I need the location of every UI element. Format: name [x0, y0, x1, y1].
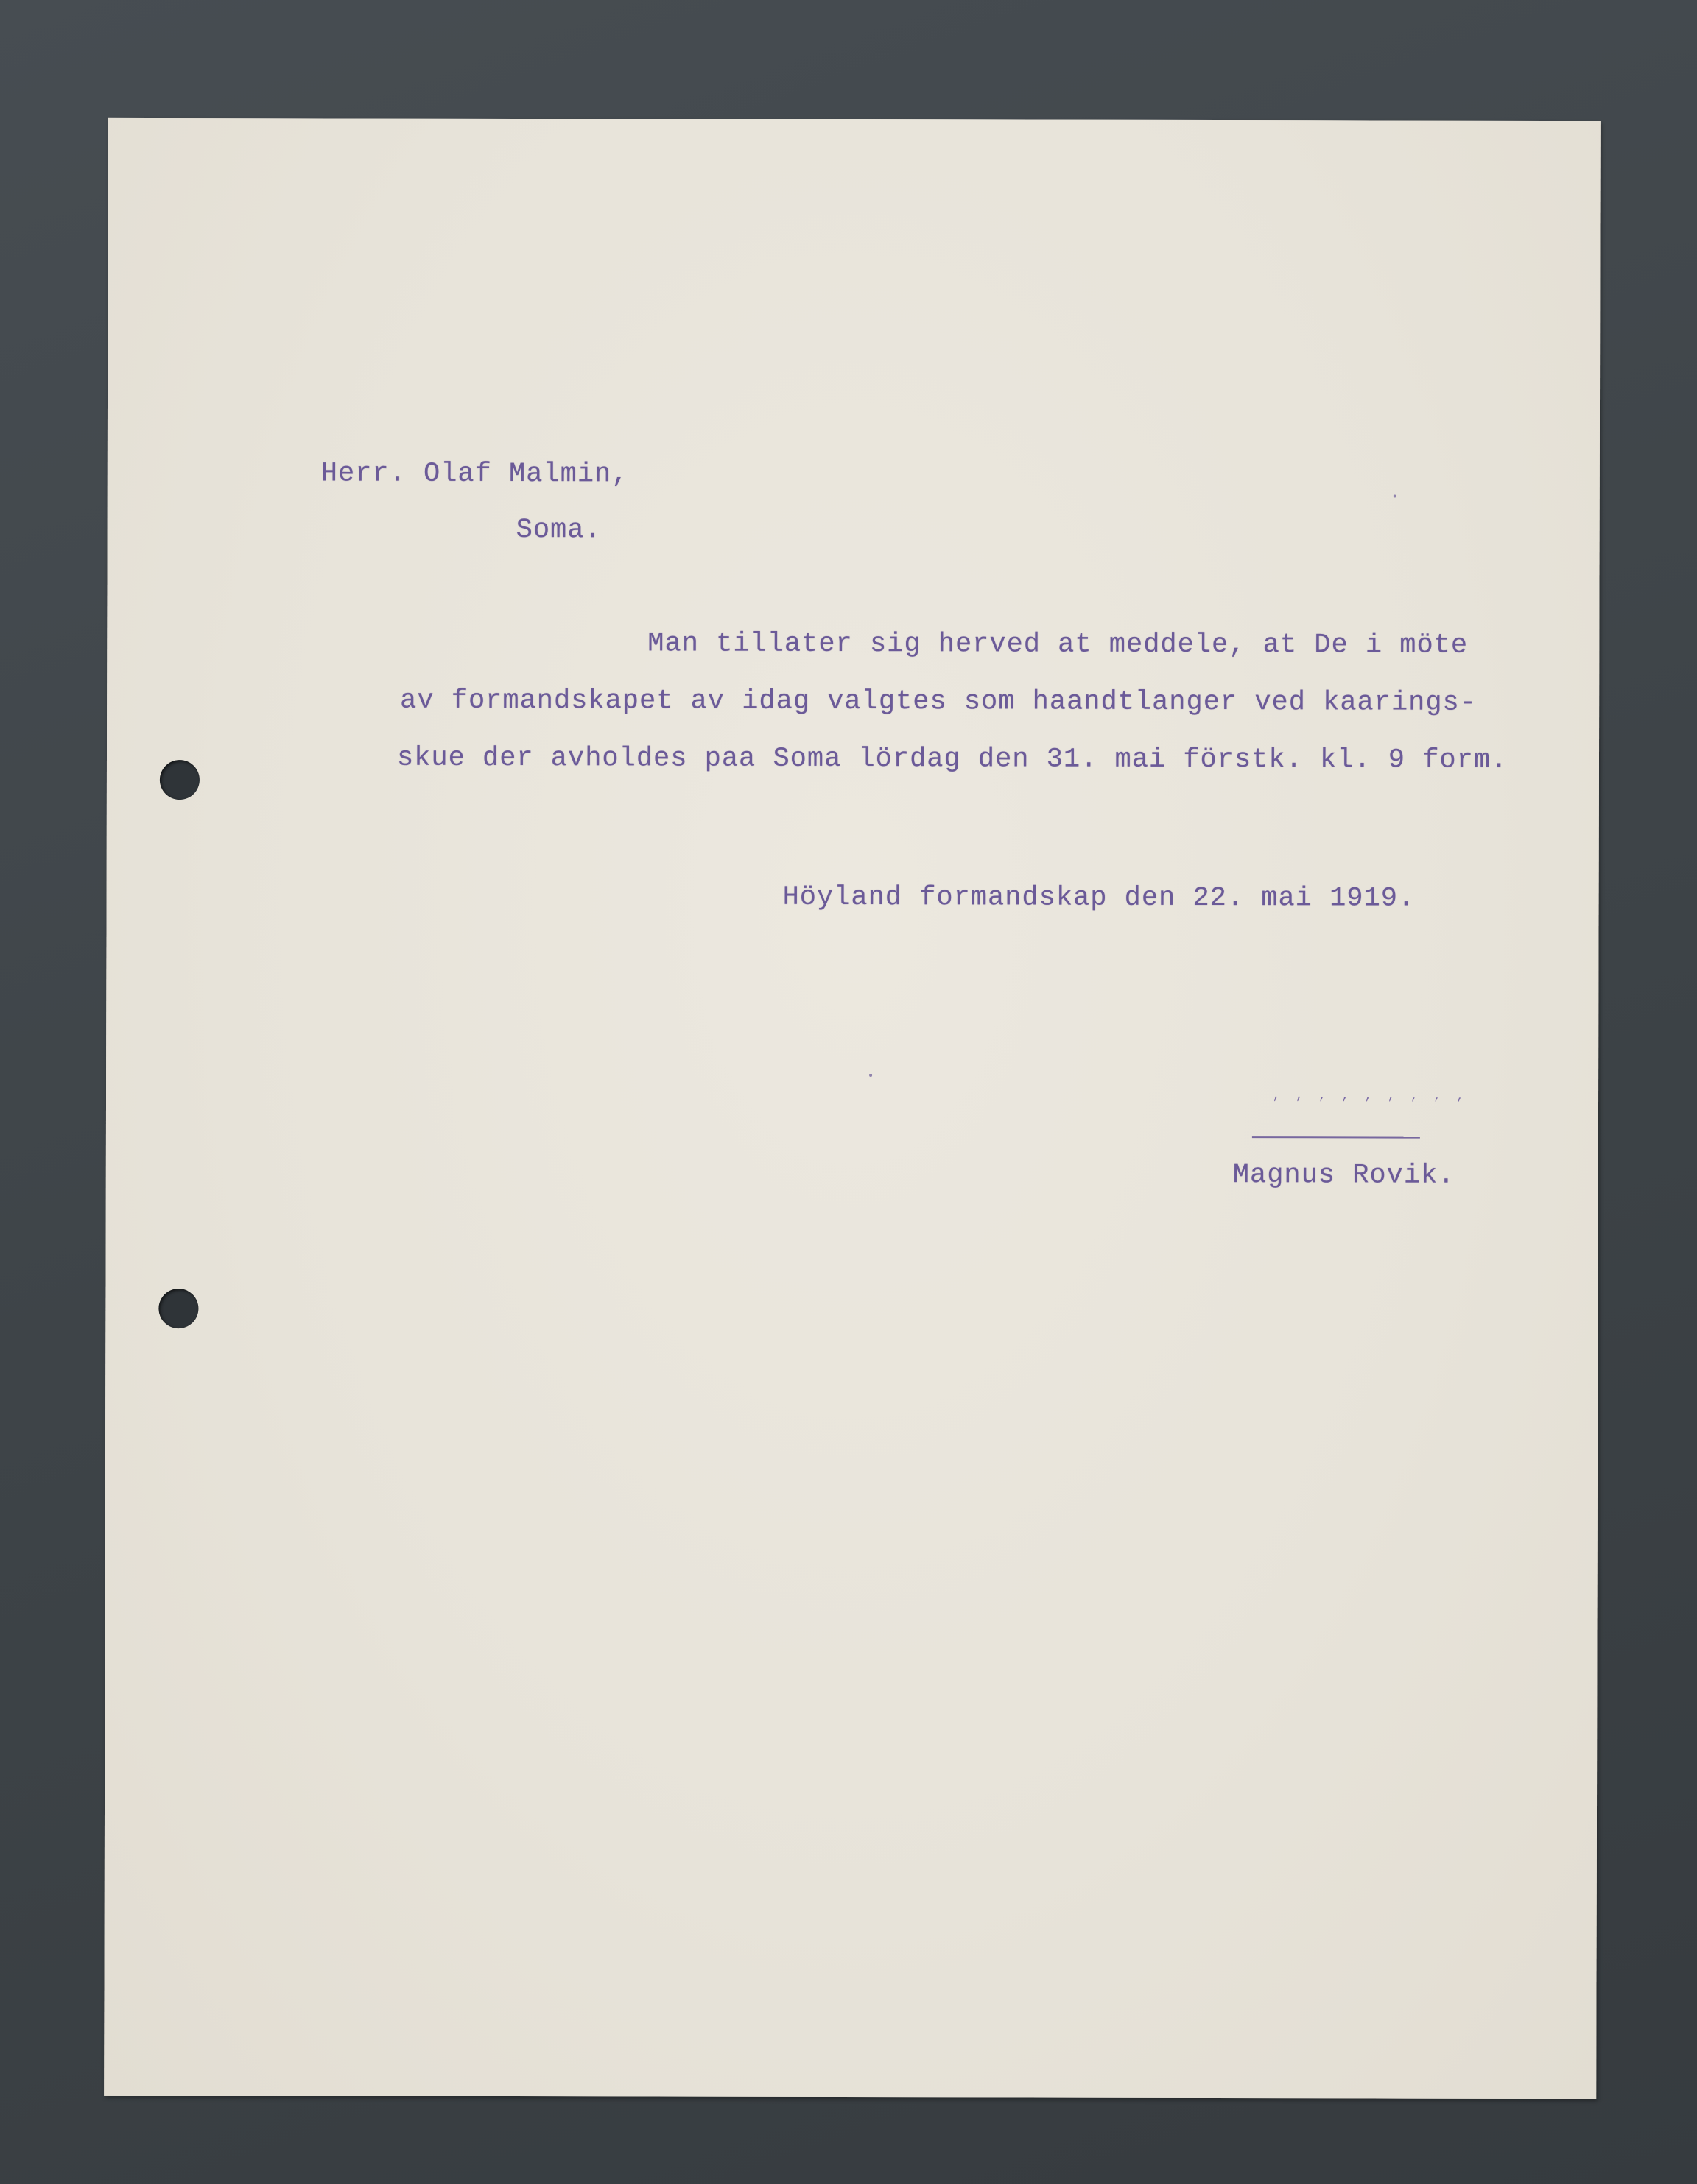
addressee-place: Soma.: [516, 515, 602, 546]
punch-hole-top: [160, 760, 200, 800]
signature-mark: , , , , , , , , ,: [1273, 1089, 1469, 1103]
ink-speck: [1394, 495, 1396, 498]
body-line-1: Man tillater sig herved at meddele, at De i möte: [647, 628, 1469, 661]
signature-name: Magnus Rovik.: [1232, 1160, 1455, 1191]
place-and-date: Höyland formandskap den 22. mai 1919.: [782, 881, 1416, 915]
letter-page: [104, 118, 1601, 2099]
body-line-3: skue der avholdes paa Soma lördag den 31. mai förstk. kl. 9 form.: [396, 742, 1508, 776]
punch-hole-bottom: [158, 1289, 198, 1328]
body-line-2: av formandskapet av idag valgtes som haandtlanger ved kaarings-: [400, 685, 1478, 719]
addressee-name: Herr. Olaf Malmin,: [320, 458, 629, 490]
ink-speck: [869, 1074, 872, 1077]
signature-line: [1252, 1136, 1420, 1138]
